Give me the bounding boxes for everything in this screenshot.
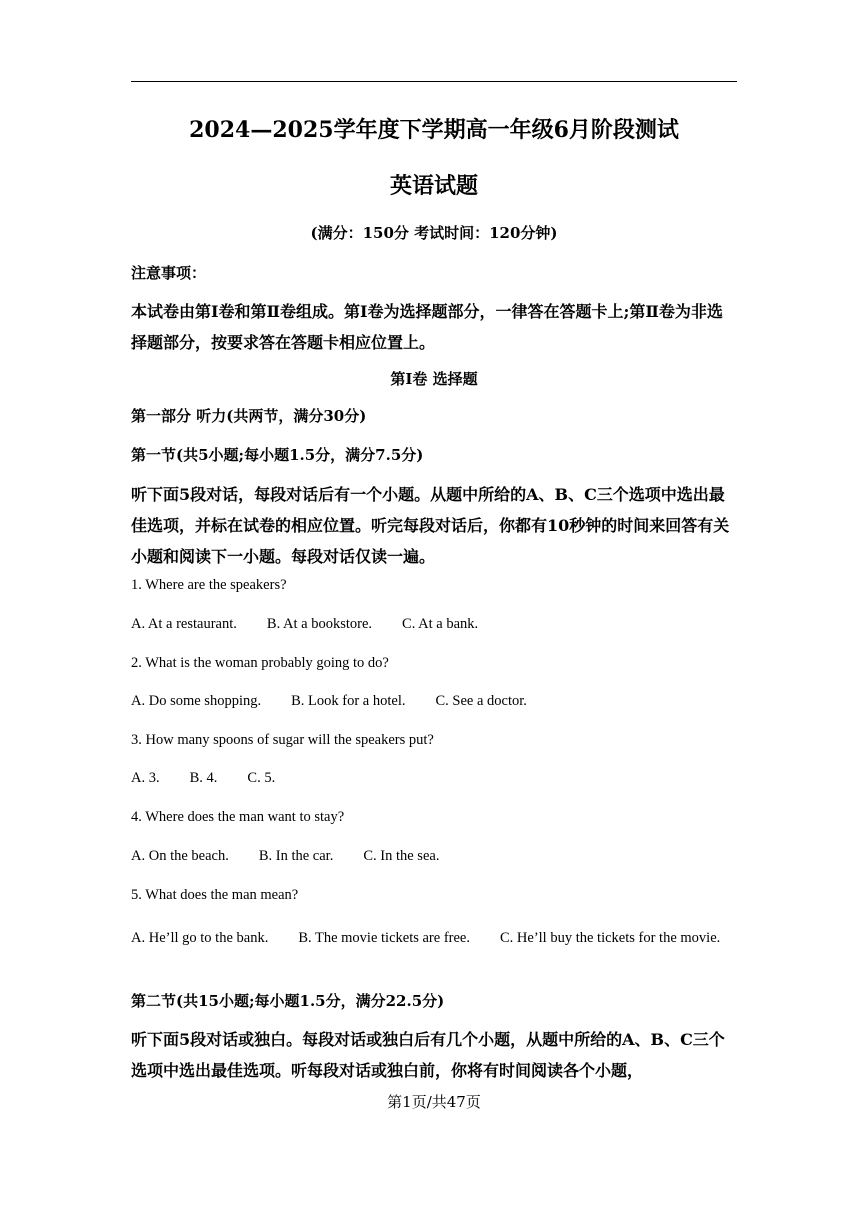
notice-heading: 注意事项： [131,264,207,282]
option-c: C. In the sea. [363,848,440,864]
question-1: 1. Where are the speakers? [131,577,287,593]
section2-instructions: 听下面5段对话或独白。每段对话或独白后有几个小题，从题中所给的A、B、C三个选项中选出最佳选项。听每段对话或独白前，你将有时间阅读各个小题， [131,1030,725,1080]
section2-title: 第二节(共15小题;每小题1.5分，满分22.5分) [131,992,445,1010]
notice-text: 本试卷由第Ⅰ卷和第Ⅱ卷组成。第Ⅰ卷为选择题部分，一律答在答题卡上;第Ⅱ卷为非选择题部分，按要求答在答题卡相应位置上。 [131,302,723,352]
question-5-options [131,925,737,952]
option-a: A. 3. [131,770,160,786]
subject-title: 英语试题 [389,173,478,199]
top-rule [131,81,737,82]
score-time: (满分：150分 考试时间：120分钟) [310,224,558,242]
page-number: 第1页/共47页 [387,1093,481,1111]
section1-instructions: 听下面5段对话，每段对话后有一个小题。从题中所给的A、B、C三个选项中选出最佳选项，并标在试卷的相应位置。听完每段对话后，你都有10秒钟的时间来回答有关小题和阅读下一小题。每段对话仅读一遍。 [131,485,730,566]
option-a: A. He’ll go to the bank. [131,930,269,946]
option-c: C. He’ll buy the tickets for the movie. [499,930,721,946]
question-4-options [131,848,737,865]
option-c: C. 5. [247,770,276,786]
question-1-options [131,616,737,633]
part1-title: 第一部分 听力(共两节，满分30分) [131,407,367,425]
question-3-options [131,770,737,787]
option-b: B. The movie tickets are free. [298,930,470,946]
volume1-title: 第Ⅰ卷 选择题 [390,370,478,388]
option-c: C. At a bank. [402,616,479,632]
section1-title: 第一节(共5小题;每小题1.5分，满分7.5分) [131,446,424,464]
question-5: 5. What does the man mean? [131,887,299,903]
question-3: 3. How many spoons of sugar will the speakers put? [131,732,434,748]
option-b: B. At a bookstore. [266,616,373,632]
question-2-options [131,693,737,710]
option-c: C. See a doctor. [435,693,527,709]
question-4: 4. Where does the man want to stay? [131,809,345,825]
exam-title: 2024—2025学年度下学期高一年级6月阶段测试 [189,117,679,143]
option-a: A. On the beach. [131,848,229,864]
option-a: A. At a restaurant. [131,616,237,632]
question-2: 2. What is the woman probably going to do? [131,655,389,671]
option-a: A. Do some shopping. [131,693,262,709]
option-b: B. Look for a hotel. [291,693,406,709]
option-b: B. 4. [189,770,218,786]
option-b: B. In the car. [258,848,334,864]
